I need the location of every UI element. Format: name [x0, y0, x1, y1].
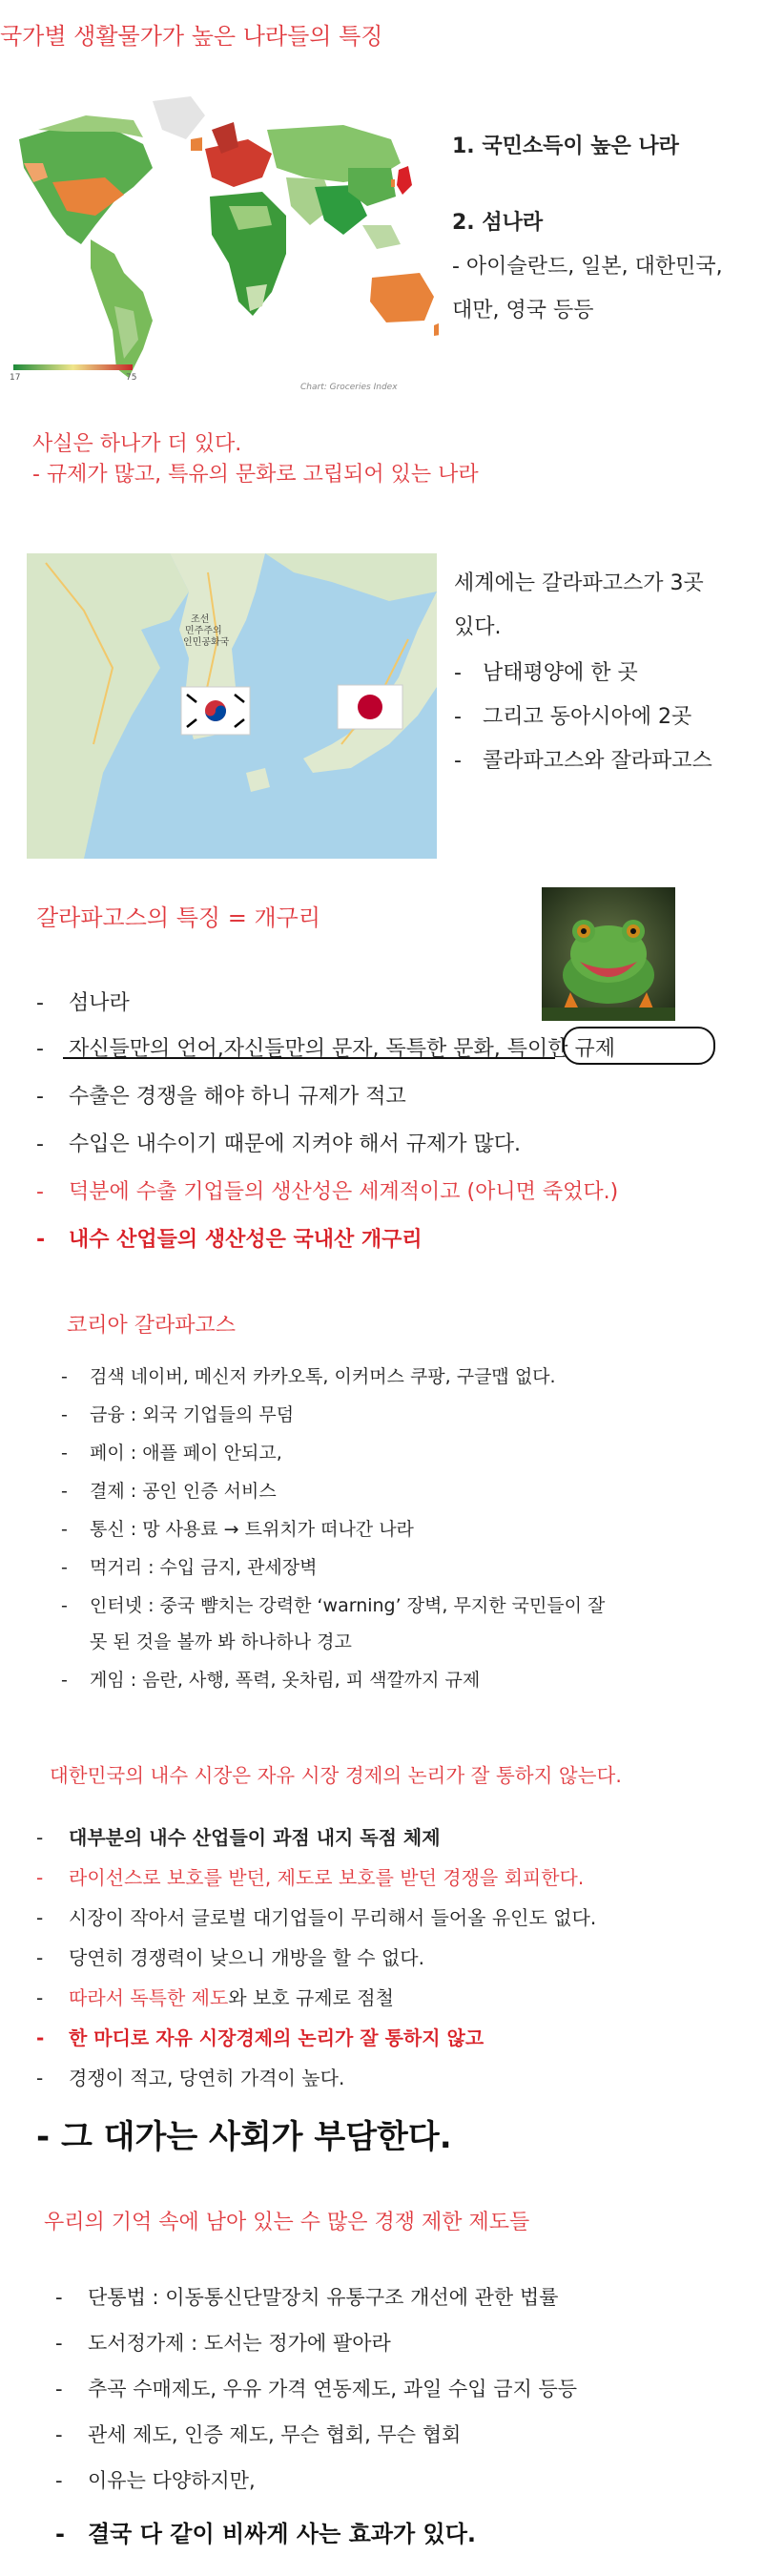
korea-item: 먹거리 : 수입 금지, 관세장벽 — [90, 1557, 318, 1578]
japan-flag-icon — [338, 685, 402, 729]
map-label-north2: 민주주의 — [185, 626, 222, 636]
memory-heading: 우리의 기억 속에 남아 있는 수 많은 경쟁 제한 제도들 — [44, 2211, 530, 2234]
list1-item2-sub-a: - 아이슬란드, 일본, 대한민국, — [452, 255, 723, 279]
korea-shape — [391, 179, 395, 187]
market-5a: 따라서 독특한 제도 — [69, 1986, 229, 2009]
dash: - — [61, 1481, 68, 1502]
dash: - — [36, 1228, 46, 1252]
feature-6: 내수 산업들의 생산성은 국내산 개구리 — [69, 1228, 423, 1252]
dash: - — [61, 1443, 68, 1464]
dash: - — [55, 2286, 63, 2309]
galapagos-intro-a: 세계에는 갈라파고스가 3곳 — [454, 571, 704, 595]
dash: - — [61, 1557, 68, 1578]
dash: - — [55, 2521, 65, 2547]
memory-3: 추곡 수매제도, 우유 가격 연동제도, 과일 수입 금지 등등 — [88, 2378, 578, 2400]
memory-2: 도서정가제 : 도서는 정가에 팔아라 — [88, 2332, 391, 2355]
dash: - — [454, 749, 462, 773]
market-3: 시장이 작아서 글로벌 대기업들이 무리해서 들어올 유인도 없다. — [69, 1906, 597, 1929]
dash: - — [55, 2423, 63, 2446]
map-label-north3: 인민공화국 — [183, 637, 230, 648]
korea-item: 인터넷 : 중국 뺨치는 강력한 ‘warning’ 장벽, 무지한 국민들이 잘 — [90, 1595, 606, 1616]
list1-item2: 2. 섬나라 — [452, 211, 544, 235]
map-legend-bar — [13, 364, 133, 370]
dash: - — [61, 1366, 68, 1387]
korea-item: 게임 : 음란, 사행, 폭력, 옷차림, 피 색깔까지 규제 — [90, 1670, 481, 1691]
galapagos-b1: 남태평양에 한 곳 — [483, 661, 638, 685]
handwritten-circle — [563, 1027, 715, 1065]
dash: - — [36, 1826, 44, 1849]
memory-4: 관세 제도, 인증 제도, 무슨 협회, 무슨 협회 — [88, 2423, 462, 2446]
dash: - — [61, 1404, 68, 1425]
dash: - — [61, 1670, 68, 1691]
market-big-statement: - 그 대가는 사회가 부담한다. — [36, 2118, 452, 2156]
east-asia-map — [27, 553, 437, 859]
market-4: 당연히 경쟁력이 낮으니 개방을 할 수 없다. — [69, 1946, 424, 1969]
market-2: 라이선스로 보호를 받던, 제도로 보호를 받던 경쟁을 회피한다. — [69, 1866, 585, 1889]
dash: - — [36, 1946, 44, 1969]
handwritten-underline — [63, 1057, 555, 1059]
fact-line2: - 규제가 많고, 특유의 문화로 고립되어 있는 나라 — [32, 463, 479, 487]
world-price-map — [0, 73, 439, 397]
memory-5: 이유는 다양하지만, — [88, 2469, 256, 2492]
dash: - — [55, 2332, 63, 2355]
market-1: 대부분의 내수 산업들이 과점 내지 독점 체제 — [69, 1826, 441, 1849]
dash: - — [36, 2067, 44, 2089]
memory-1: 단통법 : 이동통신단말장치 유통구조 개선에 관한 법률 — [88, 2286, 559, 2309]
dash: - — [36, 2026, 45, 2049]
korea-item-continued: 못 된 것을 볼까 봐 하나하나 경고 — [90, 1631, 352, 1652]
fact-line1: 사실은 하나가 더 있다. — [32, 432, 242, 456]
dash: - — [55, 2469, 63, 2492]
feature-4: 수입은 내수이기 때문에 지켜야 해서 규제가 많다. — [69, 1132, 521, 1156]
dash: - — [36, 1085, 44, 1109]
dash: - — [55, 2378, 63, 2400]
dash: - — [36, 1986, 44, 2009]
korea-item: 페이 : 애플 페이 안되고, — [90, 1443, 282, 1464]
dash: - — [36, 1132, 44, 1156]
dash: - — [61, 1595, 68, 1616]
korea-item: 검색 네이버, 메신저 카카오톡, 이커머스 쿠팡, 구글맵 없다. — [90, 1366, 556, 1387]
dash: - — [36, 1906, 44, 1929]
feature-3: 수출은 경쟁을 해야 하니 규제가 적고 — [69, 1085, 406, 1109]
feature-2c: 독특한 문화, — [385, 1037, 501, 1061]
dash: - — [36, 1180, 44, 1204]
feature-1: 섬나라 — [69, 991, 130, 1015]
market-5b: 와 보호 규제로 점철 — [228, 1986, 394, 2009]
feature-2b: 자신들만의 문자, — [223, 1037, 380, 1061]
galapagos-b3: 콜라파고스와 잘라파고스 — [483, 749, 712, 773]
list1-item1: 1. 국민소득이 높은 나라 — [452, 135, 679, 158]
galapagos-b2: 그리고 동아시아에 2곳 — [483, 705, 692, 729]
frog-heading: 갈라파고스의 특징 = 개구리 — [36, 904, 321, 931]
memory-6: 결국 다 같이 비싸게 사는 효과가 있다. — [88, 2521, 477, 2547]
market-heading: 대한민국의 내수 시장은 자유 시장 경제의 논리가 잘 통하지 않는다. — [50, 1764, 622, 1787]
map-caption: Chart: Groceries Index — [300, 383, 398, 392]
frog-photo — [542, 887, 675, 1021]
feature-5: 덕분에 수출 기업들의 생산성은 세계적이고 (아니면 죽었다.) — [69, 1180, 619, 1204]
uk-shape — [191, 137, 202, 151]
dash: - — [61, 1519, 68, 1540]
market-6: 한 마디로 자유 시장경제의 논리가 잘 통하지 않고 — [69, 2026, 485, 2049]
dash: - — [36, 1037, 44, 1061]
galapagos-intro-b: 있다. — [454, 615, 502, 639]
legend-max: 75 — [126, 373, 137, 383]
korea-item: 통신 : 망 사용료 → 트위치가 떠나간 나라 — [90, 1519, 414, 1540]
dash: - — [454, 705, 462, 729]
feature-2d: 특이한 규제 — [506, 1037, 616, 1061]
korea-flag-icon — [181, 687, 250, 735]
feature-2a: 자신들만의 언어, — [69, 1037, 224, 1061]
list1-item2-sub-b: 대만, 영국 등등 — [452, 299, 594, 322]
page-title: 국가별 생활물가가 높은 나라들의 특징 — [0, 23, 383, 50]
market-7: 경쟁이 적고, 당연히 가격이 높다. — [69, 2067, 345, 2089]
dash: - — [454, 661, 462, 685]
dash: - — [36, 1866, 44, 1889]
korea-heading: 코리아 갈라파고스 — [67, 1314, 237, 1338]
korea-item: 결제 : 공인 인증 서비스 — [90, 1481, 277, 1502]
korea-item: 금융 : 외국 기업들의 무덤 — [90, 1404, 295, 1425]
map-label-north: 조선 — [191, 614, 210, 625]
dash: - — [36, 991, 44, 1015]
legend-min: 17 — [10, 373, 21, 383]
